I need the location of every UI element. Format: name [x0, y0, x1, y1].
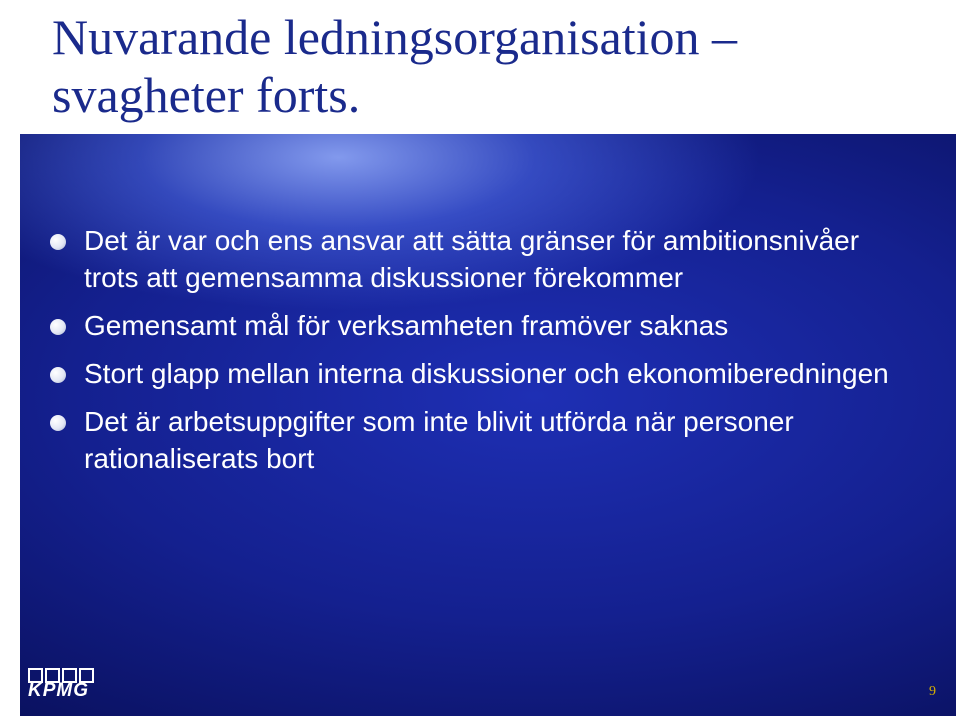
kpmg-logo — [28, 668, 98, 702]
bullet-text: Det är var och ens ansvar att sätta gränser för ambitionsnivåer trots att gemensamma diskussioner förekommer — [84, 225, 860, 293]
bullet-text: Stort glapp mellan interna diskussioner och ekonomiberedningen — [84, 358, 889, 389]
bullet-item — [46, 307, 916, 344]
bullet-list — [46, 222, 916, 488]
bullet-text: Gemensamt mål för verksamheten framöver saknas — [84, 310, 729, 341]
slide-title: Nuvarande ledningsorganisation – svagheter forts. — [52, 9, 738, 123]
bullet-dot-icon — [50, 319, 66, 335]
bullet-item — [46, 403, 916, 477]
bullet-dot-icon — [50, 415, 66, 431]
bullet-dot-icon — [50, 234, 66, 250]
logo-text: KPMG — [28, 680, 89, 701]
bullet-item — [46, 222, 916, 296]
bullet-dot-icon — [50, 367, 66, 383]
page-number: 9 — [929, 684, 936, 699]
bullet-item — [46, 355, 916, 392]
bullet-text: Det är arbetsuppgifter som inte blivit utförda när personer rationaliserats bort — [84, 406, 794, 474]
